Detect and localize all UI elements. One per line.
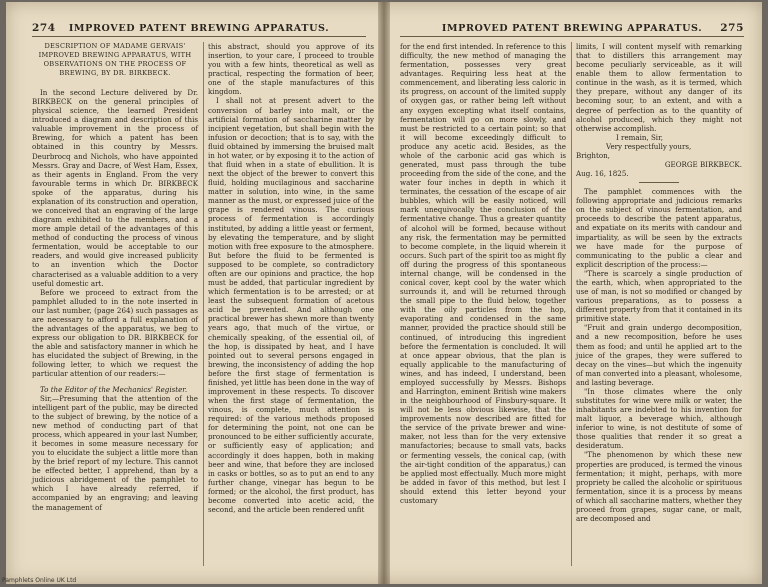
letter-closing: I remain, Sir, (616, 132, 663, 142)
right-column-2 (576, 42, 742, 523)
paragraph: limits, I will content myself with remarking that to distillers this arrangement may become peculiarly serviceable, as it will enable them to allow fermentation to continue in the wash, as it is termed, which they prepare, without any danger of its becoming sour, to an extent, and with a degree of perfection as to the quantity of alcohol produced, which they might not otherwise accomplish. (576, 42, 742, 133)
left-running-head (32, 22, 366, 37)
left-running-title: IMPROVED PATENT BREWING APPARATUS. (68, 23, 330, 34)
paragraph: this abstract, should you approve of its insertion, to your care, I proceed to trouble you with a few hints, theoretical as well as practical, respecting the formation of beer, one of the staple manufactures of this kingdom. (208, 42, 374, 97)
paragraph: "There is scarcely a single production of the earth, which, when appropriated to the use of man, is not so modified or changed by various preparations, as to possess a different property from that it contained in its primitive state. (576, 268, 742, 324)
column-divider (571, 42, 572, 566)
right-page-number: 275 (720, 22, 744, 34)
paragraph: Before we proceed to extract from the pamphlet alluded to in the note inserted in our last number, (page 264) such passages as are necessary to afford a full explanation of the advantages of the apparatus, we beg to express our obligation to DR. BIRKBECK for the able and satisfactory manner in which he has elucidated the subject of Brewing, in the following letter, to which we request the particular attention of our readers:— (32, 287, 198, 379)
paragraph: "Fruit and grain undergo decomposition, and a new recomposition, before he uses them as food; and until he applied art to the juice of the grapes, they were suffered to decay on the vines—but which the ingenuity of man converted into a pleasant, wholesome, and lasting beverage. (576, 323, 742, 387)
right-page (386, 2, 762, 584)
section-rule (639, 182, 679, 183)
paragraph: The pamphlet commences with the following appropriate and judicious remarks on the subject of vinous fermentation, and proceeds to describe the patent apparatus, and expatiate on its merits with candour and impartiality, as will be seen by the extracts we have made for the purpose of communicating to the public a clear and explicit description of the process:— (576, 187, 742, 269)
watermark-text: Pamphlets Online UK Ltd (2, 577, 77, 584)
letter-closing-2: Very respectfully yours, (606, 141, 692, 151)
left-page-number: 274 (32, 22, 56, 34)
left-column-1 (32, 42, 198, 512)
article-heading: DESCRIPTION OF MADAME GERVAIS' IMPROVED BREWING APPARATUS, WITH OBSERVATIONS ON THE PROCESS OF BREWING, BY DR. BIRKBECK. (38, 42, 192, 77)
paragraph: In the second Lecture delivered by Dr. BIRKBECK on the general principles of physical science, the learned President introduced a diagram and description of this valuable improvement in the process of Brewing, for which a patent has been obtained in this country by Messrs. Deurbrocq and Nichols, who have appointed Messrs. Gray and Dacre, of West Ham, Essex, as their agents in England. From the very favourable terms in which Dr. BIRKBECK spoke of the apparatus, during his explanation of its construction and operation, we conceived that an engraving of the large diagram exhibited to the members, and a more ample detail of the advantages of this method of conducting the process of vinous fermentation, would be acceptable to our readers, and would give increased publicity to an invention which the Doctor characterised as a valuable addition to a very useful domestic art. (32, 88, 198, 288)
book-spread (6, 2, 762, 584)
paragraph: Sir,—Presuming that the attention of the intelligent part of the public, may be directed to the subject of brewing, by the notice of a new method of conducting part of that process, which appeared in your last Number, it becomes in some measure necessary for you to elucidate the subject a little more than by the brief report of my lecture. This cannot be effected better, I apprehend, than by a judicious abridgement of the pamphlet to which I have already referred, if accompanied by an engraving; and leaving the management of (32, 393, 198, 512)
left-page (6, 2, 382, 584)
paragraph: "In those climates where the only substitutes for wine were milk or water, the inhabitants are indebted to his invention for malt liquor, a beverage which, although inferior to wine, is not destitute of some of those qualities that render it so great a desideratum. (576, 386, 742, 451)
signature-date: Aug. 16, 1825. (576, 169, 629, 179)
column-divider (203, 42, 204, 566)
paragraph: "The phenomenon by which these new properties are produced, is termed the vinous fermentation; it might, perhaps, with more propriety be called the alcoholic or spirituous fermentation, since it is a process by means of which all saccharine matters, whether they proceed from grapes, sugar cane, or malt, are decomposed and (576, 450, 742, 523)
left-column-2 (208, 42, 374, 514)
right-running-head (400, 22, 744, 37)
signature-place: Brighton, (576, 150, 610, 160)
letter-address: To the Editor of the Mechanics' Register. (40, 384, 188, 394)
right-column-1 (400, 42, 566, 505)
signature-name: GEORGE BIRKBECK. (664, 160, 742, 170)
paragraph: for the end first intended. In reference to this difficulty, the new method of managing the fermentation, possesses very great advantages. Requiring less heat at the commencement, and liberating less caloric in its progress, on account of the limited supply of oxygen gas, or rather being left without any oxygen excepting what itself contains, fermentation will go on more slowly, and must be restricted to a certain point; so that it will become exceedingly difficult to produce any acetic acid. Besides, as the whole of the carbonic acid gas which is generated, must pass through the tube proceeding from the side of the cone, and the water four inches in depth in which it terminates, the cessation of the escape of air bubbles, which will be easily noticed, will mark unequivocally the conclusion of the fermentative change. Thus a greater quantity of alcohol will be formed, because without any risk, the fermentation may be permitted to become complete, in the liquid wherein it occurs. Such part of the spirit too as might fly off during the progress of this spontaneous internal change, will be condensed in the conical cover, kept cool by the water which surrounds it, and will be returned through the small pipe to the fluid below, together with the oily particles from the hop, evaporating and condensed in the same manner, provided the practice should still be continued, of introducing this ingredient before the fermentation is concluded. It will at once appear obvious, that the plan is equally applicable to the manufacturing of wines, and has indeed, I understand, been employed successfully by Messrs. Bishops and Harrington, eminent British wine makers in the neighbourhood of Finsbury-square. It will not be less obvious likewise, that the improvements now described are fitted for the service of the private brewer and wine-maker, not less than for the very extensive manufactories; because to small vats, backs or fermenting vessels, the conical cap, (with the air-tight condition of the apparatus,) can be applied most effectually. Much more might be added in favor of this method, but lest I should extend this letter beyond your customary (400, 42, 566, 505)
paragraph: I shall not at present advert to the conversion of barley into malt, or the artificial formation of saccharine matter by incipient vegetation, but shall begin with the infusion or decoction; that is to say, with the fluid obtained by immersing the bruised malt in hot water, or by exposing it to the action of that fluid when in a state of ebullition. It is next the object of the brewer to convert this fluid, holding mucilaginous and saccharine matter in solution, into wine, in the same manner as the must, or expressed juice of the grape is rendered vinous. The curious process of fermentation is accordingly instituted, by adding a little yeast or ferment, by elevating the temperature, and by slight motion with free exposure to the atmosphere. But before the fluid to be fermented is supposed to be complete, so contradictory often are our opinions and practice, the hop must be added, that particular ingredient by which fermentation is to be arrested; or at least the subsequent formation of acetous acid be prevented. And although one practical brewer has shewn more than twenty years ago, that much of the virtue, or chemically speaking, of the essential oil, of the hop, is dissipated by heat, and I have pointed out to several persons engaged in brewing, the inconsistency of adding the hop before the first stage of fermentation is finished, yet little has been done in the way of improvement in these respects. To discover when the first stage of fermentation, the vinous, is complete, much attention is required: of the various methods proposed for determining the point, not one can be pronounced to be either sufficiently accurate, or sufficiently easy of application; and accordingly it does happen, both in making beer and wine, that before they are inclosed in casks or bottles, so as to put an end to any further change, vinegar has begun to be formed; or the alcohol, the first product, has become converted into acetic acid, the second, and the article been rendered unfit (208, 96, 375, 514)
right-running-title: IMPROVED PATENT BREWING APPARATUS. (441, 23, 703, 34)
